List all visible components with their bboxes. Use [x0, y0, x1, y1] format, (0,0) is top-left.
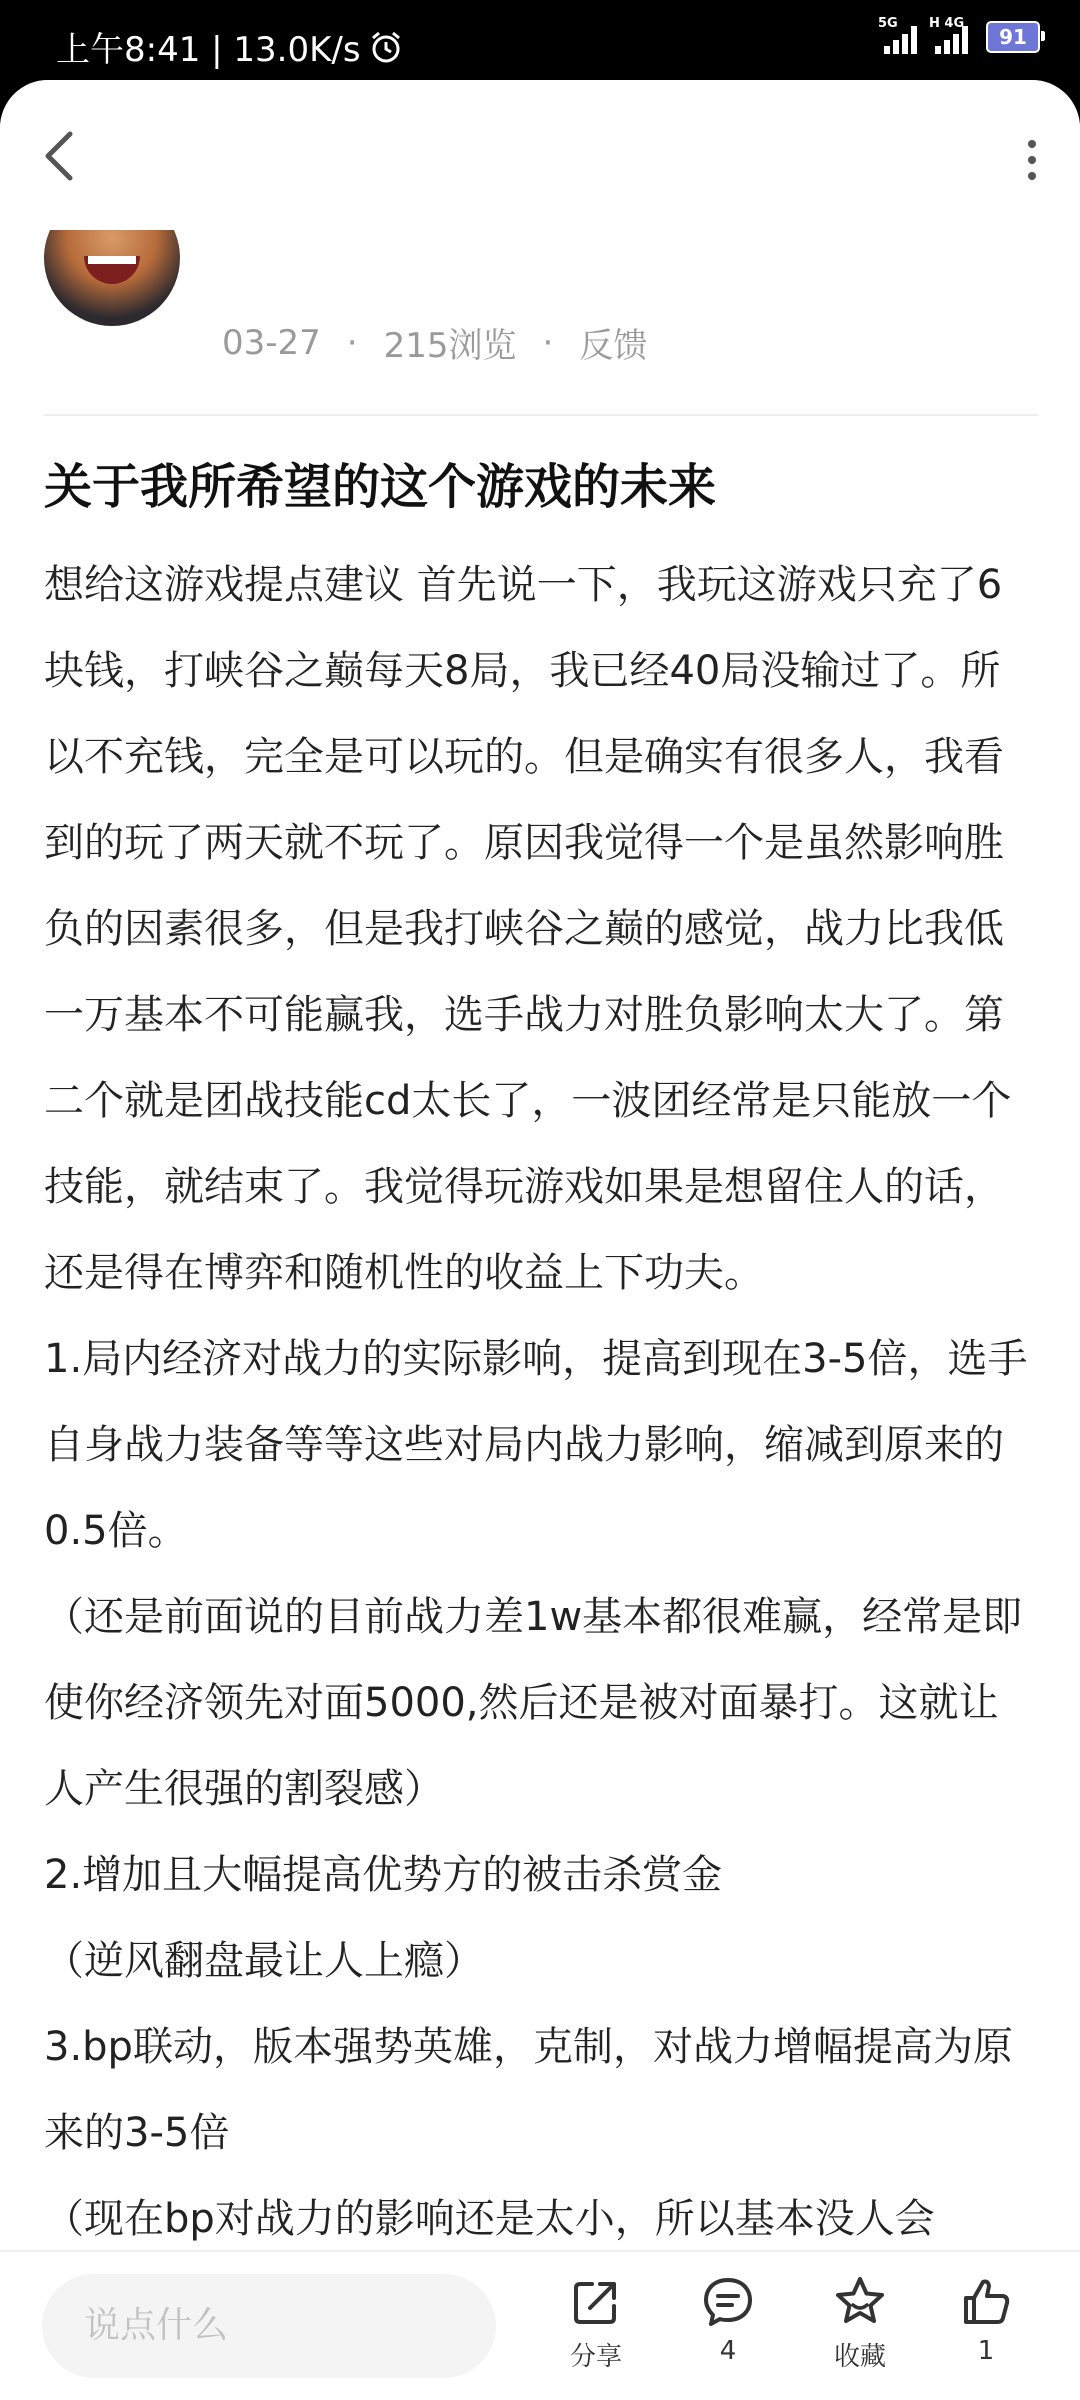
- back-icon[interactable]: [36, 128, 84, 184]
- share-label: 分享: [569, 2342, 622, 2372]
- like-button[interactable]: [936, 2274, 1036, 2386]
- post-meta: [222, 318, 647, 367]
- post-paragraph: 1.局内经济对战力的实际影响，提高到现在3-5倍，选手自身战力装备等等这些对局内战力影响，缩减到原来的0.5倍。: [44, 1336, 1028, 1554]
- network-type-2: H 4G: [929, 16, 965, 31]
- post-page: [0, 80, 1080, 2400]
- meta-dot: ·: [542, 322, 554, 363]
- post-paragraph: （逆风翻盘最让人上瘾）: [44, 1938, 484, 1984]
- top-bar: [0, 80, 1080, 230]
- alarm-icon: [369, 30, 403, 64]
- post-content: [44, 448, 1038, 2262]
- signal-icon: [878, 16, 917, 54]
- battery-icon: [986, 21, 1040, 53]
- star-icon: [832, 2274, 888, 2330]
- post-paragraph: 想给这游戏提点建议 首先说一下，我玩这游戏只充了6块钱，打峡谷之巅每天8局，我已经40局没输过了。所以不充钱，完全是可以玩的。但是确实有很多人，我看到的玩了两天就不玩了。原因我觉得一个是虽然影响胜负的因素很多，但是我打峡谷之巅的感觉，战力比我低一万基本不可能赢我，选手战力对胜负影响太大了。第二个就是团战技能cd太长了，一波团经常是只能放一个技能，就结束了。我觉得玩游戏如果是想留住人的话，还是得在博弈和随机性的收益上下功夫。: [44, 562, 1012, 1296]
- meta-dot: ·: [346, 322, 358, 363]
- comment-count: 4: [719, 2336, 737, 2366]
- comment-input[interactable]: 说点什么: [42, 2274, 496, 2378]
- status-bar: [0, 0, 1080, 80]
- network-type: 5G: [878, 16, 898, 31]
- comment-icon: [700, 2274, 756, 2330]
- status-time: [56, 22, 403, 71]
- feedback-link[interactable]: 反馈: [579, 326, 648, 366]
- favorite-button[interactable]: [810, 2274, 910, 2386]
- post-paragraph: （现在bp对战力的影响还是太小，所以基本没人会: [44, 2196, 935, 2242]
- signal-icon-2: [929, 16, 968, 54]
- post-paragraph: 3.bp联动，版本强势英雄，克制，对战力增幅提高为原来的3-5倍: [44, 2024, 1013, 2156]
- battery-level: 91: [999, 25, 1027, 49]
- post-date: 03-27: [222, 322, 321, 363]
- post-views: 215浏览: [383, 326, 517, 366]
- favorite-label: 收藏: [833, 2342, 886, 2372]
- like-count: 1: [977, 2336, 995, 2366]
- divider: [44, 414, 1038, 416]
- bottom-action-bar: [0, 2250, 1080, 2400]
- post-meta-row: [0, 230, 1080, 380]
- share-button[interactable]: [546, 2274, 646, 2386]
- status-icons: [878, 16, 1040, 54]
- share-icon: [568, 2274, 624, 2330]
- more-icon[interactable]: [1024, 138, 1040, 182]
- comment-button[interactable]: [678, 2274, 778, 2386]
- post-title: 关于我所希望的这个游戏的未来: [44, 459, 717, 515]
- status-time-text: 上午8:41 | 13.0K/s: [56, 30, 361, 70]
- post-paragraph: （还是前面说的目前战力差1w基本都很难赢，经常是即使你经济领先对面5000,然后还是被对面暴打。这就让人产生很强的割裂感）: [44, 1594, 1023, 1812]
- thumbs-up-icon: [958, 2274, 1014, 2330]
- post-paragraph: 2.增加且大幅提高优势方的被击杀赏金: [44, 1852, 723, 1898]
